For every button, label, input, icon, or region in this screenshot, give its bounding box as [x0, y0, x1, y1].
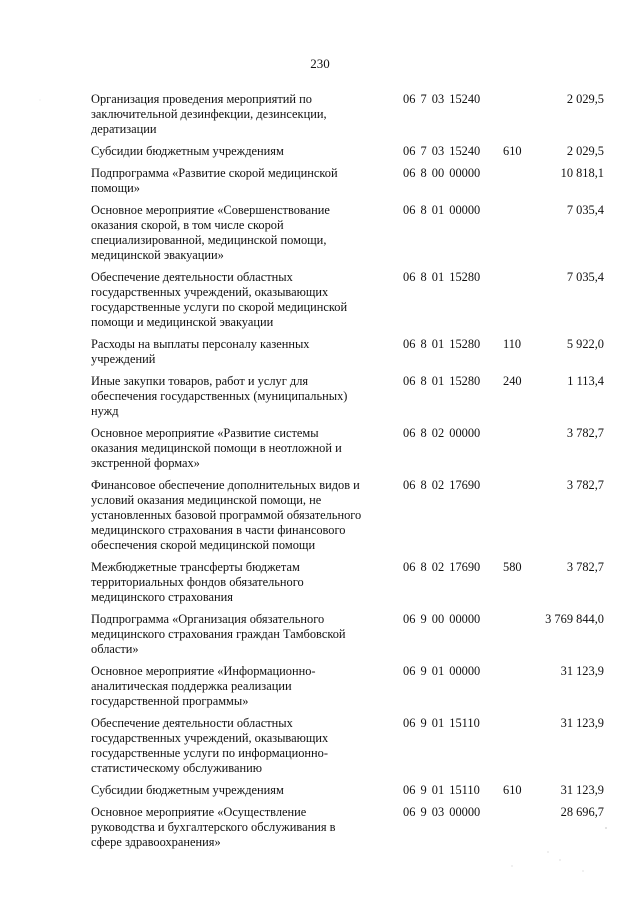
- row-amount: 7 035,4: [566, 270, 604, 284]
- row-name: Подпрограмма «Организация обязательного медицинского страхования граждан Тамбовской области»: [91, 612, 346, 656]
- table-row: [0, 478, 640, 553]
- table-row: [0, 270, 640, 330]
- row-amount: 3 782,7: [566, 478, 604, 492]
- table-row: [0, 166, 640, 196]
- row-code: 06 7 03 15240: [403, 92, 481, 106]
- row-name: Организация проведения мероприятий по заключительной дезинфекции, дезинсекции, дератизации: [91, 92, 327, 136]
- row-name: Иные закупки товаров, работ и услуг для обеспечения государственных (муниципальных) нужд: [91, 374, 348, 418]
- row-code: 06 8 02 17690: [403, 560, 481, 574]
- row-amount: 28 696,7: [560, 805, 604, 819]
- row-amount: 5 922,0: [566, 337, 604, 351]
- table-row: [0, 374, 640, 419]
- row-type: 610: [503, 144, 522, 158]
- row-name: Основное мероприятие «Информационно-аналитическая поддержка реализации государственной программы»: [91, 664, 316, 708]
- table-row: [0, 92, 640, 137]
- row-amount: 31 123,9: [560, 783, 604, 797]
- row-type: 110: [503, 337, 522, 351]
- row-amount: 10 818,1: [560, 166, 604, 180]
- row-type: 240: [503, 374, 522, 388]
- table-row: [0, 805, 640, 850]
- row-name: Финансовое обеспечение дополнительных видов и условий оказания медицинской помощи, не установленных базовой программой обязательного медицинского страхования в части финансового обеспечения скорой медицинской помощи: [91, 478, 362, 552]
- row-code: 06 8 02 17690: [403, 478, 481, 492]
- row-code: 06 7 03 15240: [403, 144, 481, 158]
- row-amount: 3 782,7: [566, 560, 604, 574]
- row-code: 06 9 01 15110: [403, 783, 480, 797]
- row-name: Расходы на выплаты персоналу казенных учреждений: [91, 337, 310, 366]
- row-amount: 1 113,4: [567, 374, 604, 388]
- row-name: Основное мероприятие «Совершенствование оказания скорой, в том числе скорой специализированной, медицинской помощи, медицинской эвакуации»: [91, 203, 330, 262]
- scan-speck: [560, 860, 561, 861]
- row-amount: 7 035,4: [566, 203, 604, 217]
- row-name: Субсидии бюджетным учреждениям: [91, 783, 284, 797]
- row-code: 06 8 01 00000: [403, 203, 481, 217]
- table-row: [0, 203, 640, 263]
- table-row: [0, 783, 640, 798]
- scan-speck: [512, 866, 513, 867]
- row-type: 580: [503, 560, 522, 574]
- row-code: 06 9 00 00000: [403, 612, 481, 626]
- row-code: 06 8 02 00000: [403, 426, 481, 440]
- row-name: Подпрограмма «Развитие скорой медицинской помощи»: [91, 166, 338, 195]
- row-amount: 3 769 844,0: [545, 612, 604, 626]
- row-amount: 31 123,9: [560, 664, 604, 678]
- row-type: 610: [503, 783, 522, 797]
- table-row: [0, 716, 640, 776]
- row-name: Межбюджетные трансферты бюджетам территориальных фондов обязательного медицинского страхования: [91, 560, 304, 604]
- page-number: 230: [310, 56, 330, 71]
- row-amount: 2 029,5: [566, 92, 604, 106]
- row-amount: 3 782,7: [566, 426, 604, 440]
- row-code: 06 9 01 00000: [403, 664, 481, 678]
- row-code: 06 8 01 15280: [403, 374, 481, 388]
- row-name: Обеспечение деятельности областных государственных учреждений, оказывающих государственные услуги по информационно-статистическому обслуживанию: [91, 716, 329, 775]
- table-row: [0, 664, 640, 709]
- row-name: Основное мероприятие «Осуществление руководства и бухгалтерского обслуживания в сфере здравоохранения»: [91, 805, 336, 849]
- scan-speck: [583, 871, 584, 872]
- table-row: [0, 144, 640, 159]
- table-row: [0, 426, 640, 471]
- row-code: 06 9 01 15110: [403, 716, 480, 730]
- table-row: [0, 337, 640, 367]
- table-row: [0, 612, 640, 657]
- row-code: 06 8 01 15280: [403, 337, 481, 351]
- row-name: Субсидии бюджетным учреждениям: [91, 144, 284, 158]
- row-amount: 31 123,9: [560, 716, 604, 730]
- row-name: Основное мероприятие «Развитие системы оказания медицинской помощи в неотложной и экстренной формах»: [91, 426, 342, 470]
- table-row: [0, 560, 640, 605]
- budget-table: [0, 92, 640, 857]
- row-code: 06 9 03 00000: [403, 805, 481, 819]
- row-code: 06 8 01 15280: [403, 270, 481, 284]
- row-amount: 2 029,5: [566, 144, 604, 158]
- row-code: 06 8 00 00000: [403, 166, 481, 180]
- row-name: Обеспечение деятельности областных государственных учреждений, оказывающих государственные услуги по скорой медицинской помощи и медицинской эвакуации: [91, 270, 348, 329]
